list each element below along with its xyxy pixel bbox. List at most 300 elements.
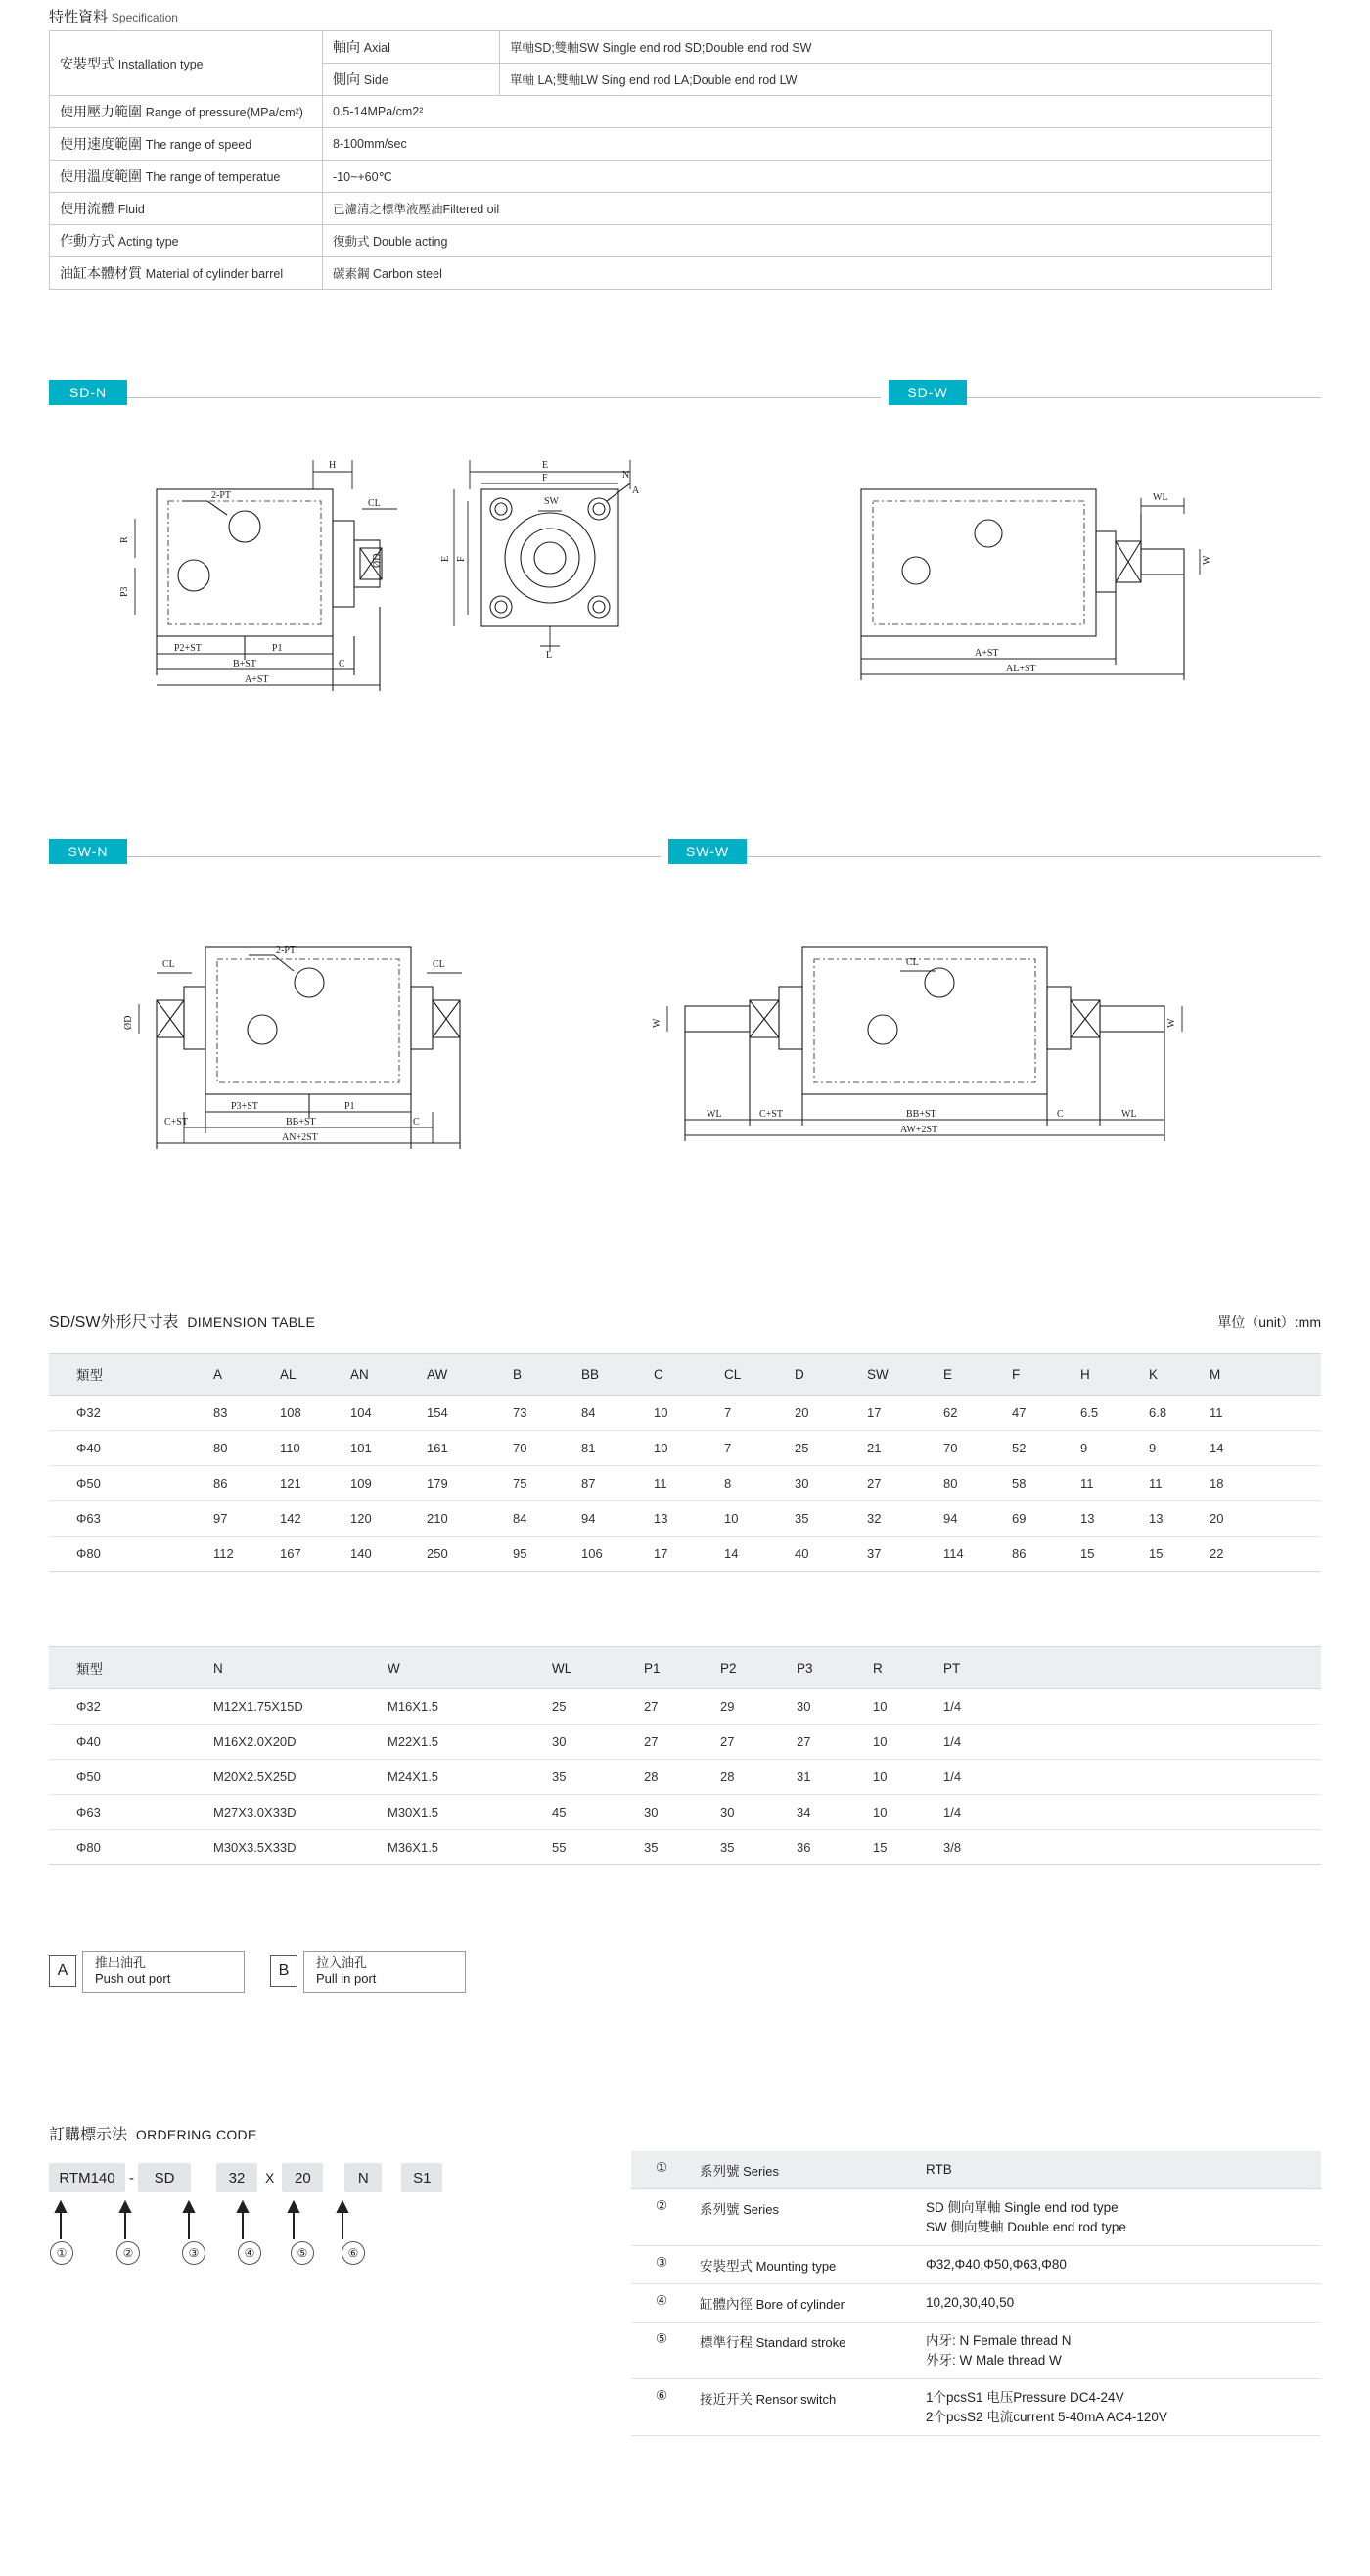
order-row-index: ⑥ bbox=[631, 2379, 692, 2436]
table-cell: 11 bbox=[654, 1466, 724, 1501]
table-cell: 154 bbox=[427, 1396, 513, 1431]
table-cell: 84 bbox=[513, 1501, 581, 1537]
table-row bbox=[50, 257, 1272, 290]
table-cell: 27 bbox=[867, 1466, 943, 1501]
section-tag-sw-n: SW-N bbox=[49, 839, 127, 864]
order-row-value bbox=[918, 2189, 1321, 2246]
table-cell: 11 bbox=[1149, 1466, 1210, 1501]
col-header: CL bbox=[724, 1354, 795, 1396]
order-key-cn: 系列號 bbox=[700, 2202, 740, 2217]
spec-value: 0.5-14MPa/cm2² bbox=[323, 96, 1272, 128]
order-key-en: Series bbox=[739, 2164, 779, 2179]
svg-text:C+ST: C+ST bbox=[759, 1109, 783, 1120]
table-cell: 109 bbox=[350, 1466, 427, 1501]
table-cell: 20 bbox=[1210, 1501, 1321, 1537]
svg-text:R: R bbox=[119, 536, 130, 543]
svg-text:B+ST: B+ST bbox=[233, 659, 256, 669]
table-cell: 140 bbox=[350, 1537, 427, 1572]
order-value-line: 外牙: W Male thread W bbox=[926, 2352, 1062, 2368]
table-cell: 6.8 bbox=[1149, 1396, 1210, 1431]
table-cell: 45 bbox=[552, 1795, 644, 1830]
svg-text:P2+ST: P2+ST bbox=[174, 643, 202, 654]
order-row-index: ④ bbox=[631, 2284, 692, 2323]
legend-letter-a: A bbox=[49, 1955, 76, 1987]
svg-text:F: F bbox=[456, 556, 467, 562]
table-cell: 80 bbox=[943, 1466, 1012, 1501]
section-tag-sw-w: SW-W bbox=[668, 839, 747, 864]
svg-text:CL: CL bbox=[433, 959, 445, 970]
spec-label-cn: 使用壓力範圍 bbox=[60, 104, 142, 119]
legend-b-en: Pull in port bbox=[316, 1971, 377, 1987]
divider bbox=[967, 397, 1321, 398]
order-value-line: 1个pcsS1 电压Pressure DC4-24V bbox=[926, 2390, 1124, 2406]
col-header: R bbox=[873, 1647, 943, 1689]
table-row bbox=[631, 2151, 1321, 2189]
table-row bbox=[50, 193, 1272, 225]
table-cell: 84 bbox=[581, 1396, 654, 1431]
table-cell: 10 bbox=[873, 1689, 943, 1725]
dimension-title bbox=[49, 1310, 315, 1332]
svg-text:C: C bbox=[1057, 1109, 1064, 1120]
specification-title-cn: 特性資料 bbox=[49, 9, 109, 25]
order-index-1: ① bbox=[50, 2241, 73, 2265]
table-cell: 17 bbox=[867, 1396, 943, 1431]
table-cell: 13 bbox=[654, 1501, 724, 1537]
divider bbox=[127, 397, 881, 398]
table-cell: 75 bbox=[513, 1466, 581, 1501]
order-key-cn: 系列號 bbox=[700, 2164, 740, 2179]
order-row-index: ① bbox=[631, 2151, 692, 2189]
col-header: P1 bbox=[644, 1647, 720, 1689]
table-cell: 35 bbox=[720, 1830, 797, 1865]
svg-text:C: C bbox=[413, 1117, 420, 1127]
svg-text:2-PT: 2-PT bbox=[276, 945, 296, 956]
order-row-key bbox=[692, 2151, 918, 2189]
order-index-6: ⑥ bbox=[342, 2241, 365, 2265]
spec-label-en: Acting type bbox=[117, 235, 179, 249]
table-cell: 1/4 bbox=[943, 1760, 1321, 1795]
table-cell: 14 bbox=[1210, 1431, 1321, 1466]
table-cell: 17 bbox=[654, 1537, 724, 1572]
order-value-line: RTB bbox=[926, 2162, 952, 2177]
spec-label-cn: 作動方式 bbox=[60, 233, 114, 249]
table-cell: 101 bbox=[350, 1431, 427, 1466]
code-cell-bore[interactable]: 32 bbox=[216, 2163, 257, 2192]
dimension-title-cn: SD/SW外形尺寸表 bbox=[49, 1314, 179, 1331]
dimension-title-en: DIMENSION TABLE bbox=[187, 1314, 316, 1330]
spec-label-cn: 使用流體 bbox=[60, 201, 114, 216]
spec-label bbox=[50, 96, 323, 128]
col-header: PT bbox=[943, 1647, 1321, 1689]
svg-text:A: A bbox=[632, 485, 640, 496]
spec-value: -10~+60℃ bbox=[323, 161, 1272, 193]
table-cell: 250 bbox=[427, 1537, 513, 1572]
spec-value: 碳素鋼 Carbon steel bbox=[323, 257, 1272, 290]
order-row-value bbox=[918, 2246, 1321, 2284]
legend-letter-b: B bbox=[270, 1955, 297, 1987]
ordering-number-row bbox=[49, 2241, 365, 2265]
order-index-3: ③ bbox=[182, 2241, 206, 2265]
col-header: AL bbox=[280, 1354, 350, 1396]
order-row-value bbox=[918, 2379, 1321, 2436]
code-cell-switch[interactable]: S1 bbox=[401, 2163, 442, 2192]
order-row-value bbox=[918, 2284, 1321, 2323]
legend-box-a bbox=[82, 1951, 245, 1993]
legend-b-cn: 拉入油孔 bbox=[316, 1955, 368, 1970]
table-cell: 10 bbox=[873, 1760, 943, 1795]
table-cell: M30X3.5X33D bbox=[213, 1830, 388, 1865]
table-row bbox=[49, 1830, 1321, 1865]
spec-sublabel bbox=[323, 64, 500, 96]
order-row-key bbox=[692, 2379, 918, 2436]
order-row-index: ⑤ bbox=[631, 2323, 692, 2379]
table-cell: 11 bbox=[1210, 1396, 1321, 1431]
table-cell: 25 bbox=[795, 1431, 867, 1466]
table-cell: M36X1.5 bbox=[388, 1830, 552, 1865]
spec-sublabel bbox=[323, 31, 500, 64]
table-cell: 35 bbox=[552, 1760, 644, 1795]
ordering-title-cn: 訂購標示法 bbox=[49, 2127, 128, 2143]
col-header: B bbox=[513, 1354, 581, 1396]
spec-label bbox=[50, 257, 323, 290]
svg-text:CL: CL bbox=[906, 957, 919, 968]
table-cell: 69 bbox=[1012, 1501, 1080, 1537]
table-cell: 81 bbox=[581, 1431, 654, 1466]
code-cell-type[interactable]: SD bbox=[138, 2163, 191, 2192]
table-row bbox=[50, 96, 1272, 128]
table-cell: 28 bbox=[644, 1760, 720, 1795]
port-legend bbox=[49, 1951, 491, 1993]
code-cell-series[interactable]: RTM140 bbox=[49, 2163, 125, 2192]
spec-label-cn: 油缸本體材質 bbox=[60, 265, 142, 281]
table-cell: 10 bbox=[873, 1725, 943, 1760]
row-label: Φ40 bbox=[49, 1431, 213, 1466]
order-row-key bbox=[692, 2323, 918, 2379]
order-key-en: Standard stroke bbox=[753, 2335, 846, 2351]
table-cell: 7 bbox=[724, 1431, 795, 1466]
table-cell: 94 bbox=[943, 1501, 1012, 1537]
order-row-key bbox=[692, 2189, 918, 2246]
order-value-line: SW 側向雙軸 Double end rod type bbox=[926, 2219, 1126, 2234]
table-row bbox=[631, 2379, 1321, 2436]
table-cell: 112 bbox=[213, 1537, 280, 1572]
table-cell: 83 bbox=[213, 1396, 280, 1431]
col-header: BB bbox=[581, 1354, 654, 1396]
table-row bbox=[49, 1725, 1321, 1760]
spec-label bbox=[50, 31, 323, 96]
table-cell: 13 bbox=[1080, 1501, 1149, 1537]
table-cell: 8 bbox=[724, 1466, 795, 1501]
order-key-en: Rensor switch bbox=[753, 2392, 837, 2408]
table-cell: 27 bbox=[644, 1725, 720, 1760]
svg-text:WL: WL bbox=[707, 1109, 722, 1120]
table-cell: 15 bbox=[873, 1830, 943, 1865]
table-cell: 15 bbox=[1080, 1537, 1149, 1572]
drawing-sd-n-side bbox=[117, 450, 431, 744]
order-value-line: 内牙: N Female thread N bbox=[926, 2333, 1072, 2349]
table-cell: 1/4 bbox=[943, 1725, 1321, 1760]
order-key-cn: 接近开关 bbox=[700, 2392, 753, 2408]
table-cell: 27 bbox=[644, 1689, 720, 1725]
order-key-cn: 缸體內徑 bbox=[700, 2297, 753, 2313]
ordering-table bbox=[631, 2151, 1321, 2436]
table-cell: 1/4 bbox=[943, 1795, 1321, 1830]
table-row bbox=[49, 1466, 1321, 1501]
svg-text:SW: SW bbox=[544, 496, 559, 507]
table-cell: 110 bbox=[280, 1431, 350, 1466]
col-header: P2 bbox=[720, 1647, 797, 1689]
table-cell: 35 bbox=[644, 1830, 720, 1865]
spec-value: 單軸 LA;雙軸LW Sing end rod LA;Double end rod LW bbox=[500, 64, 1272, 96]
spec-label bbox=[50, 225, 323, 257]
table-cell: 9 bbox=[1080, 1431, 1149, 1466]
table-cell: 114 bbox=[943, 1537, 1012, 1572]
col-header: A bbox=[213, 1354, 280, 1396]
col-header: C bbox=[654, 1354, 724, 1396]
table-cell: 10 bbox=[654, 1431, 724, 1466]
table-row bbox=[631, 2246, 1321, 2284]
svg-text:ØD: ØD bbox=[123, 1015, 134, 1030]
code-x: X bbox=[265, 2170, 275, 2185]
spec-label-en: Range of pressure(MPa/cm²) bbox=[145, 106, 303, 119]
row-label: Φ63 bbox=[49, 1501, 213, 1537]
svg-text:WL: WL bbox=[1121, 1109, 1137, 1120]
col-header: 類型 bbox=[49, 1647, 213, 1689]
svg-text:N: N bbox=[622, 470, 630, 481]
svg-text:AL+ST: AL+ST bbox=[1006, 664, 1036, 674]
svg-text:W: W bbox=[1166, 1018, 1177, 1028]
spec-value: 8-100mm/sec bbox=[323, 128, 1272, 161]
svg-text:CL: CL bbox=[368, 498, 381, 509]
table-row bbox=[50, 31, 1272, 64]
table-row bbox=[49, 1689, 1321, 1725]
table-cell: M12X1.75X15D bbox=[213, 1689, 388, 1725]
table-cell: 9 bbox=[1149, 1431, 1210, 1466]
svg-text:F: F bbox=[542, 473, 548, 483]
order-value-line: SD 側向單軸 Single end rod type bbox=[926, 2200, 1119, 2215]
table-cell: 28 bbox=[720, 1760, 797, 1795]
svg-text:P3+ST: P3+ST bbox=[231, 1101, 258, 1112]
table-header-row bbox=[49, 1647, 1321, 1689]
svg-text:2-PT: 2-PT bbox=[211, 490, 231, 501]
table-row bbox=[49, 1537, 1321, 1572]
row-label: Φ40 bbox=[49, 1725, 213, 1760]
section-tag-sd-w: SD-W bbox=[889, 380, 967, 405]
svg-text:A+ST: A+ST bbox=[245, 674, 269, 685]
table-cell: 55 bbox=[552, 1830, 644, 1865]
svg-text:C: C bbox=[339, 659, 345, 669]
row-label: Φ32 bbox=[49, 1689, 213, 1725]
svg-text:BB+ST: BB+ST bbox=[286, 1117, 316, 1127]
table-cell: 121 bbox=[280, 1466, 350, 1501]
table-row bbox=[49, 1501, 1321, 1537]
table-row bbox=[49, 1760, 1321, 1795]
table-cell: 6.5 bbox=[1080, 1396, 1149, 1431]
table-row bbox=[50, 225, 1272, 257]
code-cell-stroke[interactable]: 20 bbox=[282, 2163, 323, 2192]
order-row-key bbox=[692, 2284, 918, 2323]
table-cell: 161 bbox=[427, 1431, 513, 1466]
dimension-header bbox=[49, 1310, 1321, 1332]
table-cell: M30X1.5 bbox=[388, 1795, 552, 1830]
spec-label-cn: 使用溫度範圍 bbox=[60, 168, 142, 184]
table-cell: 179 bbox=[427, 1466, 513, 1501]
col-header: D bbox=[795, 1354, 867, 1396]
table-cell: 27 bbox=[797, 1725, 873, 1760]
table-cell: 86 bbox=[213, 1466, 280, 1501]
table-cell: 94 bbox=[581, 1501, 654, 1537]
table-cell: 7 bbox=[724, 1396, 795, 1431]
order-key-en: Bore of cylinder bbox=[753, 2297, 845, 2313]
row-label: Φ80 bbox=[49, 1830, 213, 1865]
table-cell: 25 bbox=[552, 1689, 644, 1725]
table-cell: 30 bbox=[644, 1795, 720, 1830]
table-cell: 80 bbox=[213, 1431, 280, 1466]
table-cell: 34 bbox=[797, 1795, 873, 1830]
svg-text:A+ST: A+ST bbox=[975, 648, 999, 659]
spec-value: 復動式 Double acting bbox=[323, 225, 1272, 257]
spec-label bbox=[50, 193, 323, 225]
col-header: H bbox=[1080, 1354, 1149, 1396]
table-row bbox=[50, 128, 1272, 161]
order-index-2: ② bbox=[116, 2241, 140, 2265]
table-cell: 167 bbox=[280, 1537, 350, 1572]
order-value-line: Φ32,Φ40,Φ50,Φ63,Φ80 bbox=[926, 2257, 1067, 2273]
table-cell: 14 bbox=[724, 1537, 795, 1572]
legend-a-cn: 推出油孔 bbox=[95, 1955, 147, 1970]
table-header-row bbox=[49, 1354, 1321, 1396]
table-cell: 21 bbox=[867, 1431, 943, 1466]
legend-a-en: Push out port bbox=[95, 1971, 171, 1987]
table-cell: 37 bbox=[867, 1537, 943, 1572]
table-cell: 47 bbox=[1012, 1396, 1080, 1431]
spec-label-en: Material of cylinder barrel bbox=[145, 267, 284, 281]
svg-text:WL: WL bbox=[1153, 492, 1168, 503]
table-cell: 30 bbox=[720, 1795, 797, 1830]
svg-text:H: H bbox=[329, 460, 337, 471]
col-header: W bbox=[388, 1647, 552, 1689]
col-header: AW bbox=[427, 1354, 513, 1396]
table-cell: 70 bbox=[513, 1431, 581, 1466]
ordering-title-en: ORDERING CODE bbox=[135, 2127, 257, 2142]
specification-title bbox=[49, 6, 1272, 26]
table-cell: 62 bbox=[943, 1396, 1012, 1431]
dimension-unit: 單位（unit）:mm bbox=[1217, 1314, 1321, 1330]
table-cell: M27X3.0X33D bbox=[213, 1795, 388, 1830]
table-cell: 108 bbox=[280, 1396, 350, 1431]
divider bbox=[127, 856, 661, 857]
table-row bbox=[50, 161, 1272, 193]
spec-value: 已濾清之標準液壓油Filtered oil bbox=[323, 193, 1272, 225]
svg-text:W: W bbox=[1202, 555, 1212, 565]
dimension-table-1 bbox=[49, 1353, 1321, 1572]
table-row bbox=[49, 1396, 1321, 1431]
ordering-arrows bbox=[49, 2200, 372, 2246]
spec-sublabel-cn: 側向 bbox=[333, 71, 360, 87]
table-cell: 36 bbox=[797, 1830, 873, 1865]
table-cell: M16X2.0X20D bbox=[213, 1725, 388, 1760]
specification-block bbox=[49, 6, 1272, 290]
table-cell: 58 bbox=[1012, 1466, 1080, 1501]
table-cell: 18 bbox=[1210, 1466, 1321, 1501]
svg-text:C+ST: C+ST bbox=[164, 1117, 188, 1127]
table-cell: 210 bbox=[427, 1501, 513, 1537]
table-row bbox=[49, 1431, 1321, 1466]
table-cell: 104 bbox=[350, 1396, 427, 1431]
svg-text:E: E bbox=[440, 555, 451, 562]
svg-text:AW+2ST: AW+2ST bbox=[900, 1125, 938, 1135]
section-tag-sd-n: SD-N bbox=[49, 380, 127, 405]
spec-label-cn: 使用速度範圍 bbox=[60, 136, 142, 152]
spec-sublabel-cn: 軸向 bbox=[333, 39, 360, 55]
table-cell: 120 bbox=[350, 1501, 427, 1537]
order-row-value bbox=[918, 2323, 1321, 2379]
table-cell: 3/8 bbox=[943, 1830, 1321, 1865]
spec-label bbox=[50, 128, 323, 161]
table-cell: 22 bbox=[1210, 1537, 1321, 1572]
table-cell: 106 bbox=[581, 1537, 654, 1572]
specification-title-en: Specification bbox=[111, 11, 178, 24]
order-value-line: 10,20,30,40,50 bbox=[926, 2295, 1015, 2311]
order-key-en: Series bbox=[739, 2202, 779, 2217]
order-key-cn: 安裝型式 bbox=[700, 2259, 753, 2275]
col-header: K bbox=[1149, 1354, 1210, 1396]
col-header: P3 bbox=[797, 1647, 873, 1689]
spec-value: 單軸SD;雙軸SW Single end rod SD;Double end rod SW bbox=[500, 31, 1272, 64]
svg-text:L: L bbox=[546, 650, 553, 661]
table-cell: 11 bbox=[1080, 1466, 1149, 1501]
ordering-code-row bbox=[49, 2163, 442, 2192]
order-index-5: ⑤ bbox=[291, 2241, 314, 2265]
spec-sublabel-en: Side bbox=[363, 73, 388, 87]
table-cell: 97 bbox=[213, 1501, 280, 1537]
col-header: SW bbox=[867, 1354, 943, 1396]
svg-text:P3: P3 bbox=[119, 586, 130, 597]
spec-label-en: Installation type bbox=[117, 57, 204, 71]
svg-text:CL: CL bbox=[162, 959, 175, 970]
specification-table bbox=[49, 30, 1272, 290]
svg-text:AN+2ST: AN+2ST bbox=[282, 1132, 318, 1143]
col-header: F bbox=[1012, 1354, 1080, 1396]
spec-label-en: The range of speed bbox=[145, 138, 252, 152]
order-row-index: ② bbox=[631, 2189, 692, 2246]
svg-text:P1: P1 bbox=[272, 643, 283, 654]
table-row bbox=[49, 1795, 1321, 1830]
drawing-sw-w bbox=[616, 910, 1262, 1184]
order-row-index: ③ bbox=[631, 2246, 692, 2284]
table-cell: 30 bbox=[795, 1466, 867, 1501]
divider bbox=[747, 856, 1321, 857]
code-cell-thread[interactable]: N bbox=[344, 2163, 382, 2192]
svg-text:BB+ST: BB+ST bbox=[906, 1109, 936, 1120]
table-cell: M20X2.5X25D bbox=[213, 1760, 388, 1795]
table-cell: 35 bbox=[795, 1501, 867, 1537]
col-header: 類型 bbox=[49, 1354, 213, 1396]
spec-label-en: The range of temperatue bbox=[145, 170, 281, 184]
table-cell: 95 bbox=[513, 1537, 581, 1572]
row-label: Φ80 bbox=[49, 1537, 213, 1572]
col-header: E bbox=[943, 1354, 1012, 1396]
table-cell: M22X1.5 bbox=[388, 1725, 552, 1760]
svg-text:P1: P1 bbox=[344, 1101, 355, 1112]
dimension-table-2 bbox=[49, 1646, 1321, 1865]
table-row bbox=[631, 2189, 1321, 2246]
table-cell: 52 bbox=[1012, 1431, 1080, 1466]
col-header: AN bbox=[350, 1354, 427, 1396]
table-cell: 13 bbox=[1149, 1501, 1210, 1537]
table-cell: M24X1.5 bbox=[388, 1760, 552, 1795]
col-header: N bbox=[213, 1647, 388, 1689]
